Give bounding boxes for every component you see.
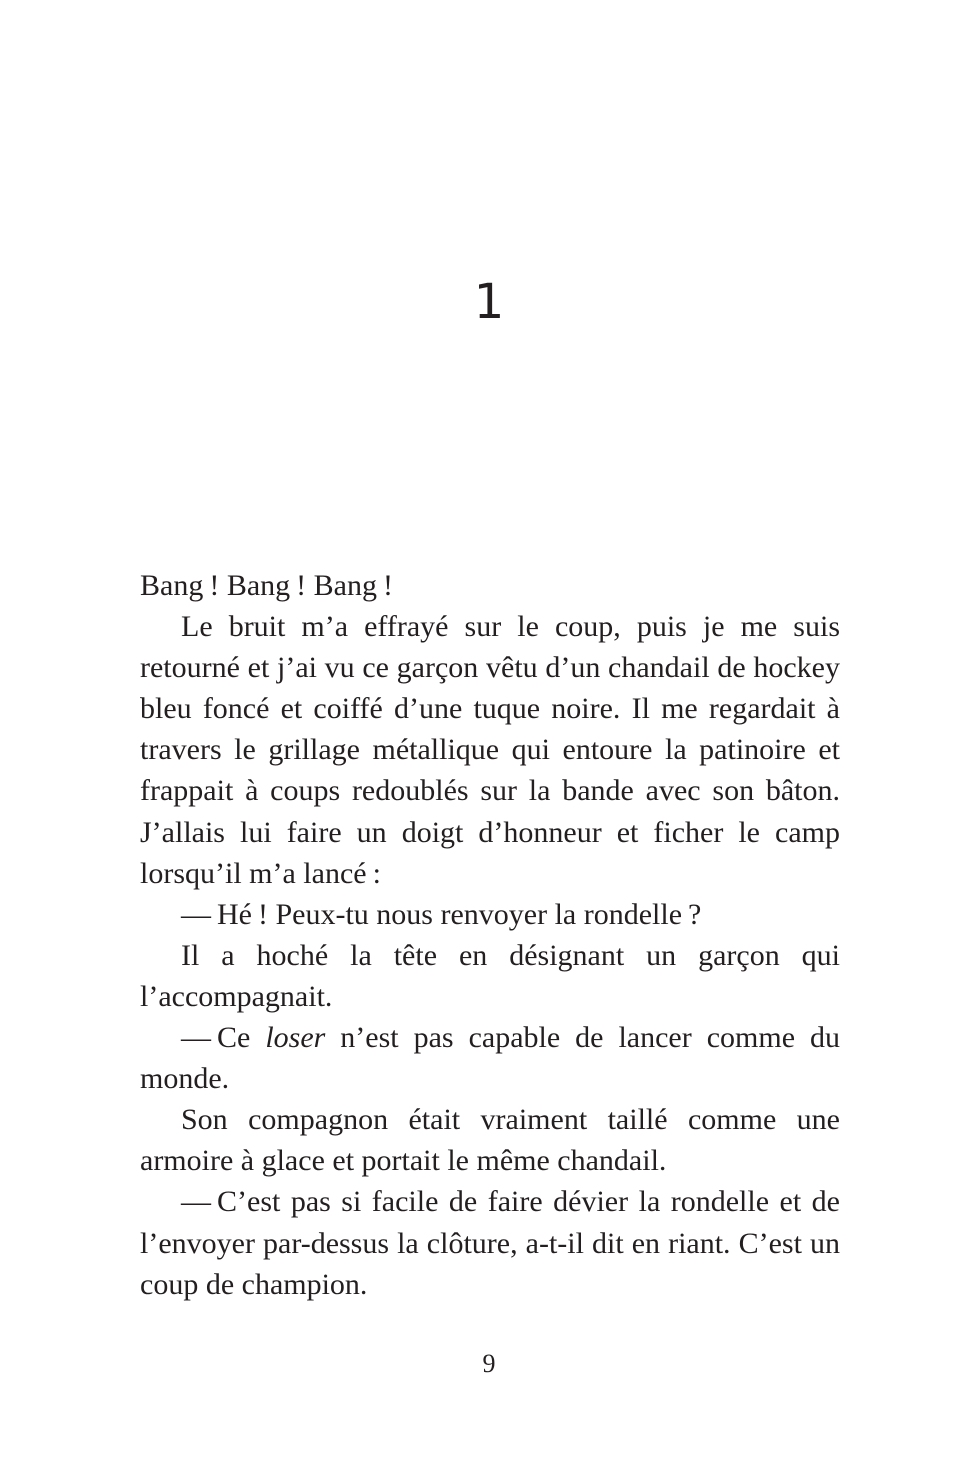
paragraph-5 [140, 1017, 840, 1099]
paragraph-4: Il a hoché la tête en désignant un garçon qui l’accompagnait. [140, 938, 840, 1013]
paragraph-5-end: n’est pas capable de lancer comme du monde. [140, 1021, 840, 1096]
paragraph-7: — C’est pas si facile de faire dévier la rondelle et de l’envoyer par-dessus la clôture, a-t-il dit en riant. C’est un coup de champion. [140, 1185, 840, 1301]
paragraph-1: Bang ! Bang ! Bang ! [140, 569, 393, 602]
paragraph-2: Le bruit m’a effrayé sur le coup, puis je me suis retourné et j’ai vu ce garçon vêtu d’un chandail de hockey bleu foncé et coiffé d’une tuque noire. Il me regardait à travers le grillage métallique qui entoure la patinoire et frappait à coups redoublés sur la bande avec son bâton. J’allais lui faire un doigt d’honneur et ficher le camp lorsqu’il m’a lancé : [140, 610, 840, 890]
chapter-number: 1 [473, 274, 505, 330]
paragraph-6: Son compagnon était vraiment taillé comme une armoire à glace et portait le même chandail. [140, 1103, 840, 1178]
paragraph-3: — Hé ! Peux-tu nous renvoyer la rondelle ? [181, 897, 702, 931]
paragraph-5-start: — Ce [181, 1021, 266, 1055]
paragraph-5-italic-word: loser [265, 1021, 326, 1055]
chapter-body [140, 565, 840, 1305]
page-number: 9 [482, 1349, 496, 1378]
